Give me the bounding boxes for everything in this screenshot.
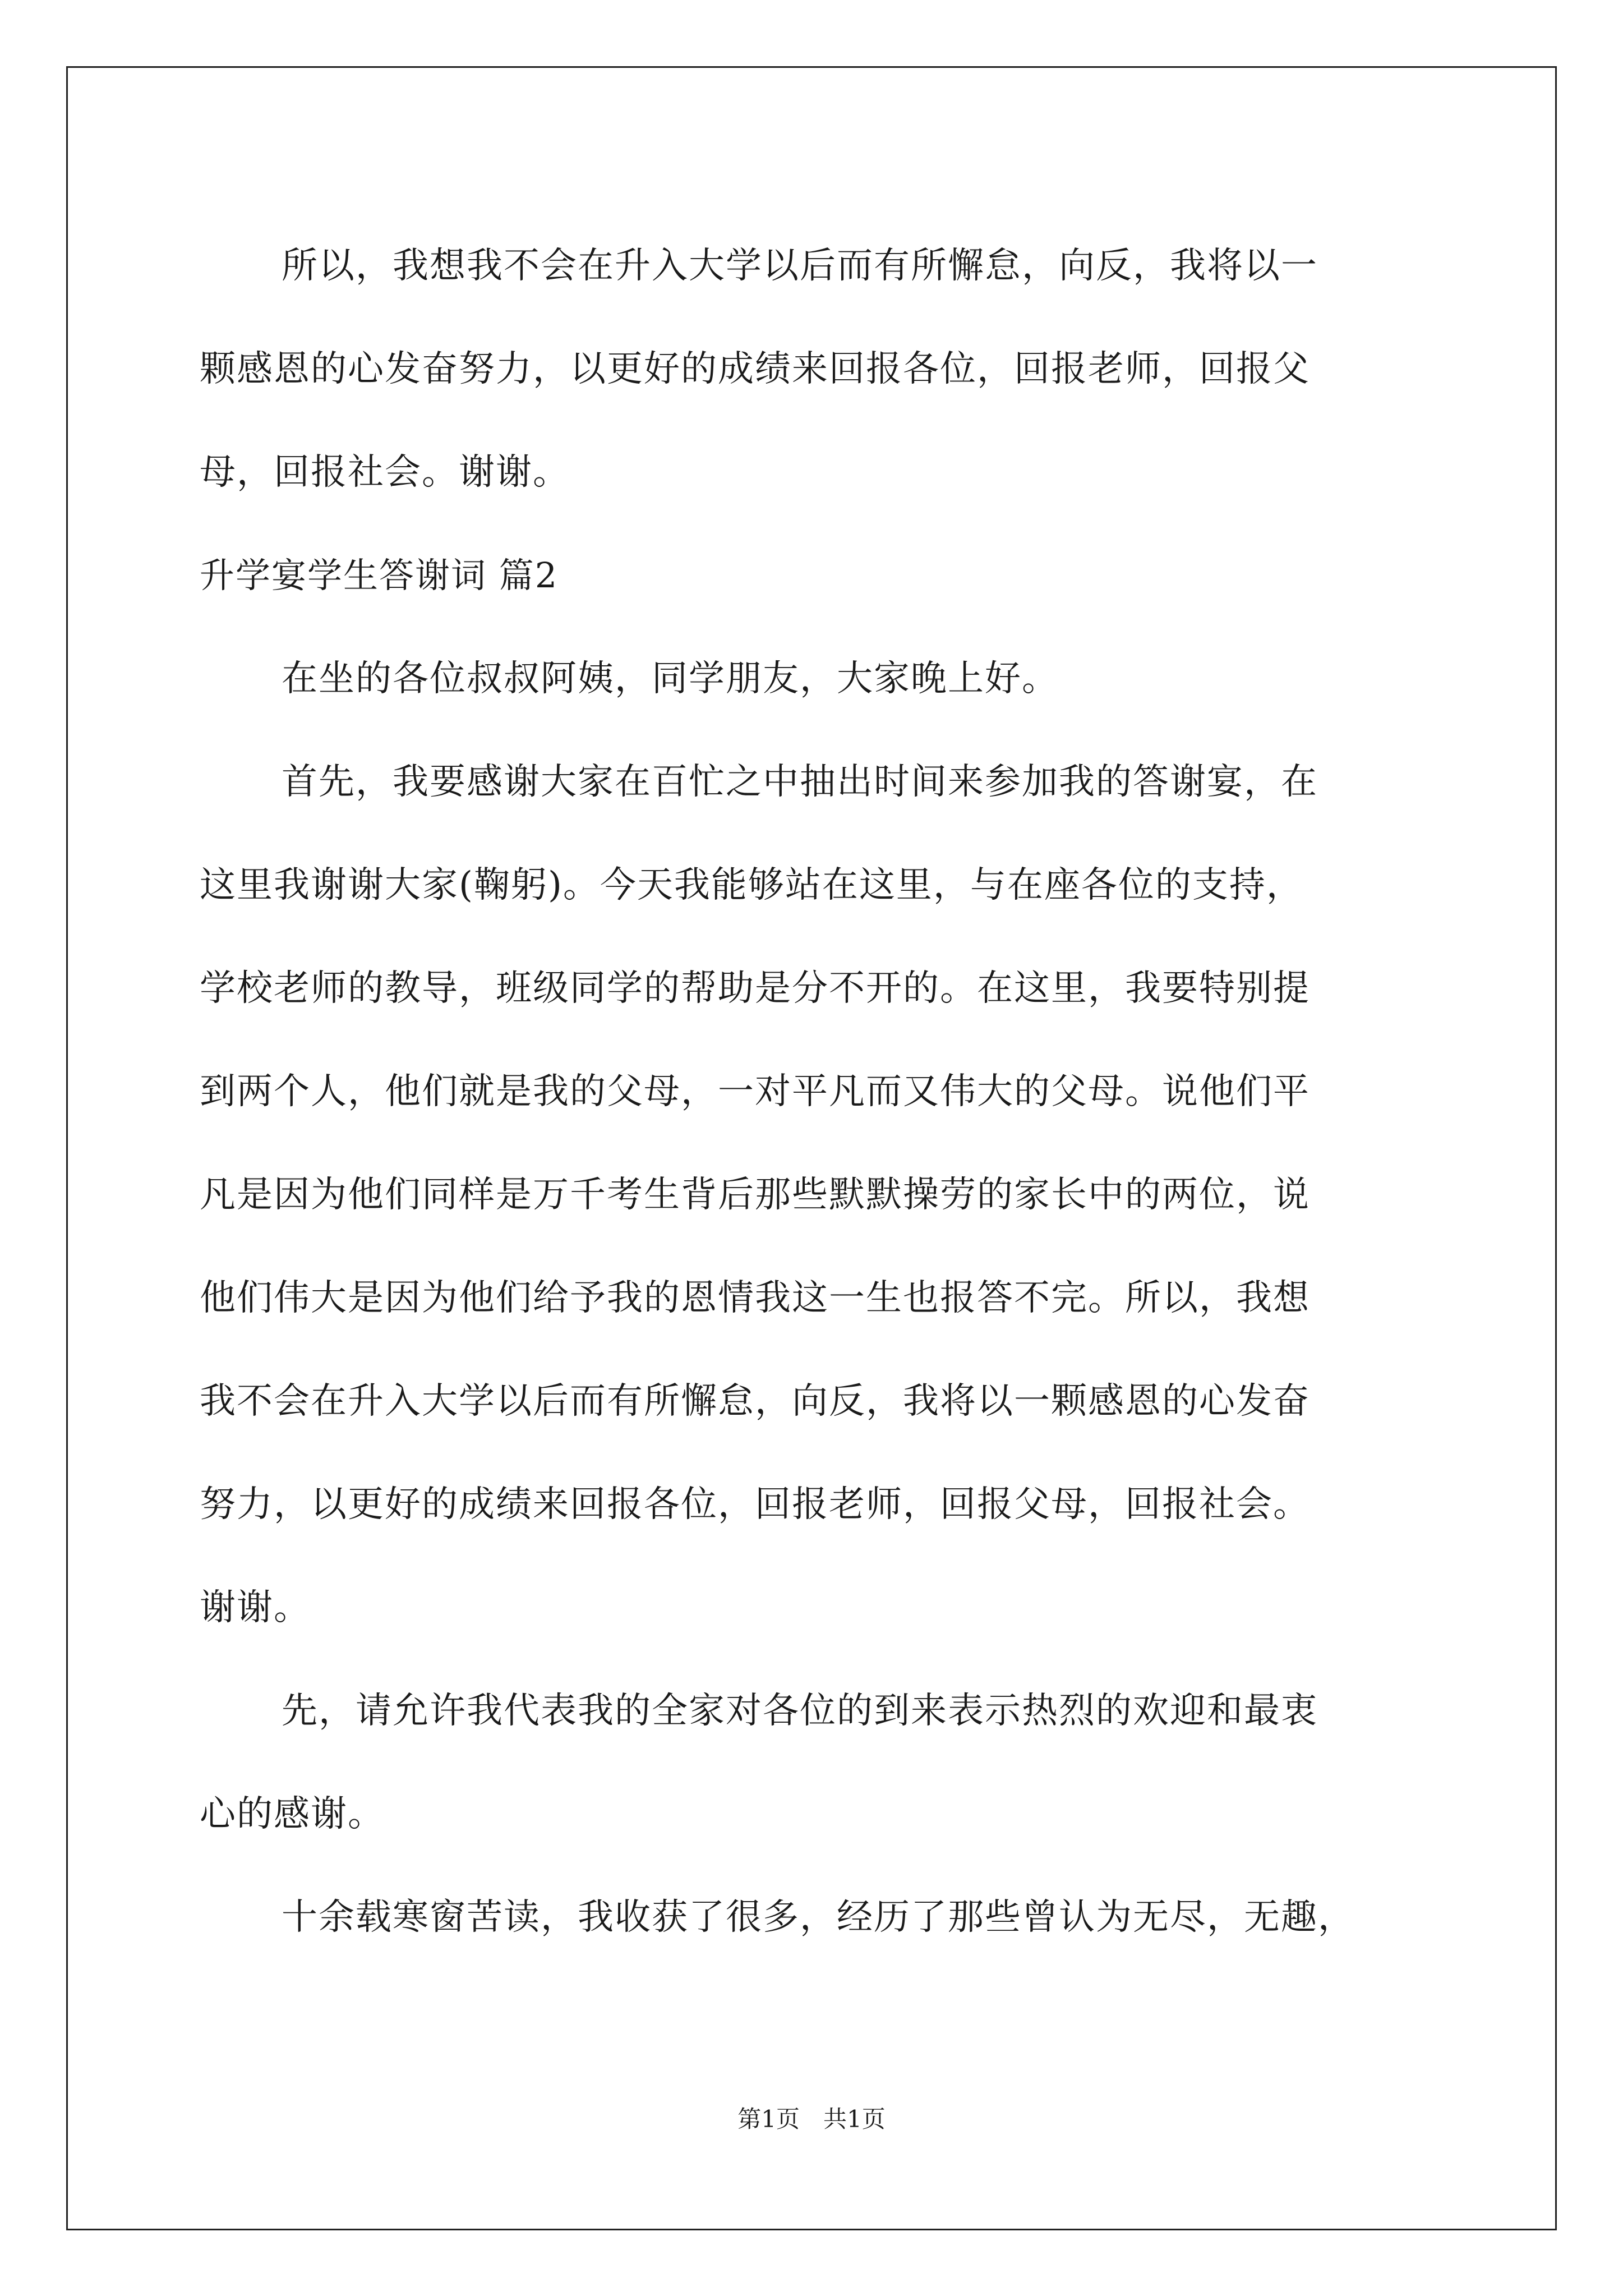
paragraph-line: 所以，我想我不会在升入大学以后而有所懈怠，向反，我将以一 bbox=[282, 245, 1318, 287]
paragraph-line: 首先，我要感谢大家在百忙之中抽出时间来参加我的答谢宴，在 bbox=[282, 761, 1318, 803]
paragraph-line: 谢谢。 bbox=[200, 1587, 311, 1628]
paragraph-line: 我不会在升入大学以后而有所懈怠，向反，我将以一颗感恩的心发奋 bbox=[200, 1381, 1310, 1422]
page-number-footer: 第1页 共1页 bbox=[737, 2105, 886, 2133]
paragraph-line: 这里我谢谢大家(鞠躬)。今天我能够站在这里，与在座各位的支持， bbox=[200, 864, 1303, 906]
paragraph-line: 学校老师的教导，班级同学的帮助是分不开的。在这里，我要特别提 bbox=[200, 968, 1310, 1009]
paragraph-line: 十余载寒窗苦读，我收获了很多，经历了那些曾认为无尽，无趣， bbox=[282, 1897, 1355, 1938]
paragraph-line: 他们伟大是因为他们给予我的恩情我这一生也报答不完。所以，我想 bbox=[200, 1277, 1310, 1319]
paragraph-line: 到两个人，他们就是我的父母，一对平凡而又伟大的父母。说他们平 bbox=[200, 1071, 1310, 1112]
paragraph-line: 努力，以更好的成绩来回报各位，回报老师，回报父母，回报社会。 bbox=[200, 1484, 1310, 1525]
document-body bbox=[200, 214, 1442, 1969]
paragraph-line: 在坐的各位叔叔阿姨，同学朋友，大家晚上好。 bbox=[282, 658, 1059, 700]
paragraph-line: 颗感恩的心发奋努力，以更好的成绩来回报各位，回报老师，回报父 bbox=[200, 348, 1310, 390]
paragraph-line: 凡是因为他们同样是万千考生背后那些默默操劳的家长中的两位，说 bbox=[200, 1174, 1310, 1216]
paragraph-line: 心的感谢。 bbox=[200, 1793, 385, 1835]
paragraph-line: 母，回报社会。谢谢。 bbox=[200, 452, 570, 493]
section-heading: 升学宴学生答谢词 篇2 bbox=[200, 555, 559, 596]
paragraph-line: 先，请允许我代表我的全家对各位的到来表示热烈的欢迎和最衷 bbox=[282, 1690, 1318, 1732]
